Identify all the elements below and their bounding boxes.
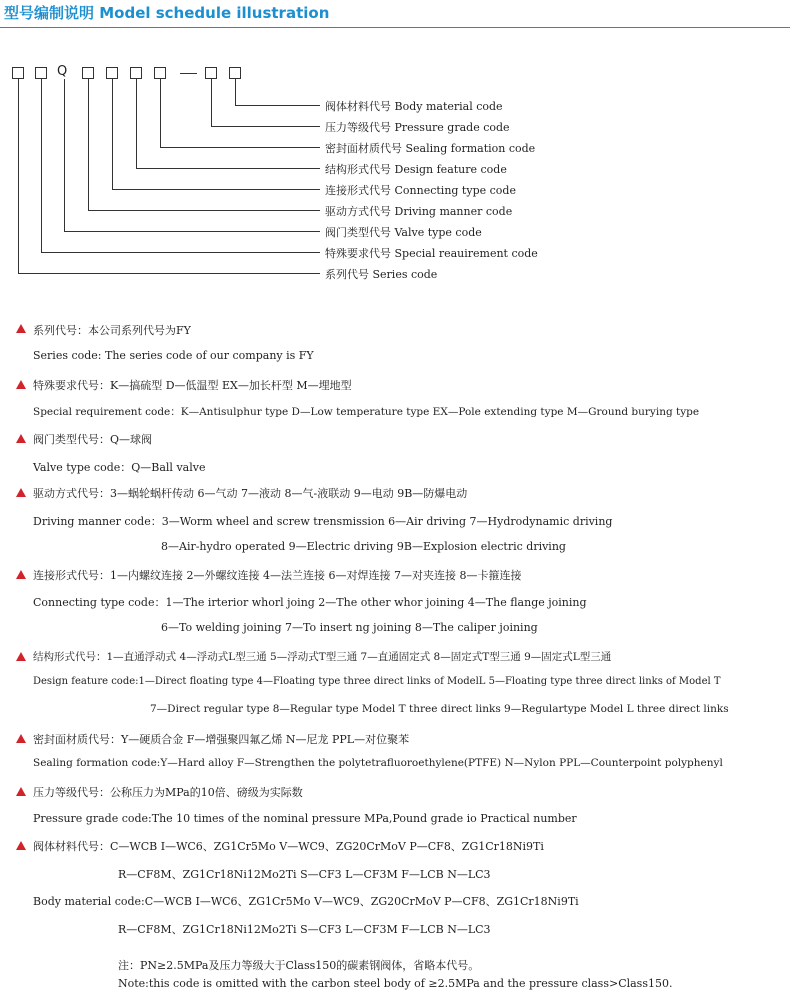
label-design-feature: 结构形式代号 Design feature code bbox=[325, 163, 507, 176]
code-box-sealing bbox=[154, 67, 166, 79]
leader-series-v bbox=[18, 79, 19, 273]
body-material-desc-cn: 阀体材料代号：C—WCB I—WC6、ZG1Cr5Mo V—WC9、ZG20CrMoV P—CF8、ZG1Cr18Ni9Ti bbox=[33, 840, 544, 853]
note-cn: 注：PN≥2.5MPa及压力等级大于Class150的碳素钢阀体，省略本代号。 bbox=[118, 959, 480, 972]
body-material-desc-en-1: Body material code:C—WCB I—WC6、ZG1Cr5Mo V—WC9、ZG20CrMoV P—CF8、ZG1Cr18Ni9Ti bbox=[33, 895, 579, 908]
code-char-q: Q bbox=[57, 64, 68, 79]
leader-connecting-h bbox=[112, 189, 320, 190]
label-valve-type: 阀门类型代号 Valve type code bbox=[325, 226, 482, 239]
leader-series-h bbox=[18, 273, 320, 274]
bullet-triangle-icon bbox=[16, 488, 26, 497]
label-pressure-grade: 压力等级代号 Pressure grade code bbox=[325, 121, 510, 134]
connecting-desc-en-1: Connecting type code：1—The irterior whorl joing 2—The other whor joining 4—The flange joining bbox=[33, 596, 587, 609]
bullet-triangle-icon bbox=[16, 787, 26, 796]
series-desc-en: Series code: The series code of our company is FY bbox=[33, 349, 314, 362]
leader-body-h bbox=[235, 105, 320, 106]
pressure-desc-en: Pressure grade code:The 10 times of the nominal pressure MPa,Pound grade io Practical number bbox=[33, 812, 577, 825]
bullet-triangle-icon bbox=[16, 380, 26, 389]
bullet-triangle-icon bbox=[16, 570, 26, 579]
code-dash bbox=[180, 73, 197, 74]
leader-sealing-v bbox=[160, 79, 161, 147]
label-driving-manner: 驱动方式代号 Driving manner code bbox=[325, 205, 513, 218]
bullet-triangle-icon bbox=[16, 734, 26, 743]
leader-driving-v bbox=[88, 79, 89, 210]
design-desc-en-1: Design feature code:1—Direct floating type 4—Floating type three direct links of ModelL 5—Floating type three direct links of Model T bbox=[33, 676, 721, 687]
series-desc-cn: 系列代号：本公司系列代号为FY bbox=[33, 324, 191, 337]
leader-design-h bbox=[136, 168, 320, 169]
bullet-triangle-icon bbox=[16, 841, 26, 850]
code-box-driving bbox=[82, 67, 94, 79]
title-underline bbox=[0, 27, 790, 28]
leader-sealing-h bbox=[160, 147, 320, 148]
connecting-desc-en-2: 6—To welding joining 7—To insert ng joining 8—The caliper joining bbox=[161, 621, 538, 634]
bullet-triangle-icon bbox=[16, 434, 26, 443]
label-series: 系列代号 Series code bbox=[325, 268, 438, 281]
leader-connecting-v bbox=[112, 79, 113, 189]
leader-pressure-h bbox=[211, 126, 320, 127]
special-desc-cn: 特殊要求代号：K—搞硫型 D—低温型 EX—加长杆型 M—埋地型 bbox=[33, 379, 352, 392]
label-special-requirement: 特殊要求代号 Special reauirement code bbox=[325, 247, 538, 260]
bullet-triangle-icon bbox=[16, 324, 26, 333]
label-sealing-formation: 密封面材质代号 Sealing formation code bbox=[325, 142, 536, 155]
code-box-series bbox=[12, 67, 24, 79]
design-desc-cn: 结构形式代号：1—直通浮动式 4—浮动式L型三通 5—浮动式T型三通 7—直通固定式 8—固定式T型三通 9—固定式L型三通 bbox=[33, 651, 612, 663]
leader-valve-v bbox=[64, 79, 65, 231]
code-box-connecting bbox=[106, 67, 118, 79]
sealing-desc-en: Sealing formation code:Y—Hard alloy F—Strengthen the polytetrafluoroethylene(PTFE) N—Nylon PPL—Counterpoint polyphenyl bbox=[33, 757, 723, 769]
page-title: 型号编制说明 Model schedule illustration bbox=[4, 4, 330, 22]
leader-driving-h bbox=[88, 210, 320, 211]
label-body-material: 阀体材料代号 Body material code bbox=[325, 100, 503, 113]
leader-valve-h bbox=[64, 231, 320, 232]
design-desc-en-2: 7—Direct regular type 8—Regular type Model T three direct links 9—Regulartype Model L three direct links bbox=[150, 703, 729, 715]
code-box-body bbox=[229, 67, 241, 79]
valve-desc-cn: 阀门类型代号：Q—球阀 bbox=[33, 433, 153, 446]
leader-special-v bbox=[41, 79, 42, 252]
driving-desc-en-2: 8—Air-hydro operated 9—Electric driving 9B—Explosion electric driving bbox=[161, 540, 566, 553]
bullet-triangle-icon bbox=[16, 652, 26, 661]
body-material-desc-cn-2: R—CF8M、ZG1Cr18Ni12Mo2Ti S—CF3 L—CF3M F—LCB N—LC3 bbox=[118, 868, 491, 881]
code-box-special bbox=[35, 67, 47, 79]
body-material-desc-en-2: R—CF8M、ZG1Cr18Ni12Mo2Ti S—CF3 L—CF3M F—LCB N—LC3 bbox=[118, 923, 491, 936]
label-connecting-type: 连接形式代号 Connecting type code bbox=[325, 184, 516, 197]
leader-special-h bbox=[41, 252, 320, 253]
special-desc-en: Special requirement code：K—Antisulphur type D—Low temperature type EX—Pole extending type M—Ground burying type bbox=[33, 406, 700, 418]
connecting-desc-cn: 连接形式代号：1—内螺纹连接 2—外螺纹连接 4—法兰连接 6—对焊连接 7—对夹连接 8—卡箍连接 bbox=[33, 569, 522, 582]
leader-body-v bbox=[235, 79, 236, 105]
code-box-design bbox=[130, 67, 142, 79]
leader-pressure-v bbox=[211, 79, 212, 126]
pressure-desc-cn: 压力等级代号：公称压力为MPa的10倍、磅级为实际数 bbox=[33, 786, 303, 799]
driving-desc-en-1: Driving manner code：3—Worm wheel and screw trensmission 6—Air driving 7—Hydrodynamic driving bbox=[33, 515, 613, 528]
valve-desc-en: Valve type code：Q—Ball valve bbox=[33, 461, 206, 474]
sealing-desc-cn: 密封面材质代号：Y—硬质合金 F—增强聚四氟乙烯 N—尼龙 PPL—对位聚苯 bbox=[33, 733, 410, 746]
code-box-pressure bbox=[205, 67, 217, 79]
driving-desc-cn: 驱动方式代号：3—蜗轮蜗杆传动 6—气动 7—液动 8—气-液联动 9—电动 9B—防爆电动 bbox=[33, 487, 468, 500]
leader-design-v bbox=[136, 79, 137, 168]
note-en: Note:this code is omitted with the carbon steel body of ≥2.5MPa and the pressure class>Class150. bbox=[118, 977, 673, 990]
